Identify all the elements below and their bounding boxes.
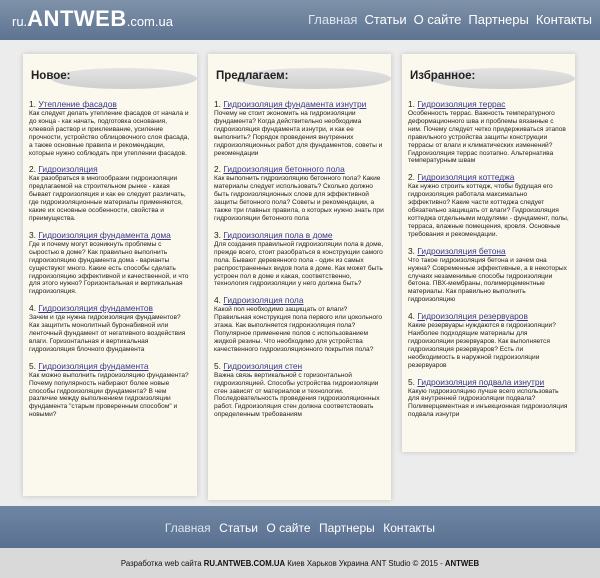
copyright-brand: ANTWEB [444,559,480,568]
article-item [29,303,191,354]
article-number: 5. [214,360,221,371]
article-number: 1. [29,99,36,109]
article-text: Для создания правильной гидроизоляции пола в доме, прежде всего, стоит разобраться в конструкции самого пола. Бывают деревянного пола - один из самых распространенных видов пола в доме. Как может быть устроен пол в доме и какая, соответственно, технология гидроизоляции у него должна быть? [214,240,384,288]
article-link[interactable]: Гидроизоляция коттеджа [417,172,515,183]
article-item [408,311,569,369]
article-link[interactable]: Гидроизоляция пола [223,295,304,306]
article-item [29,164,191,222]
article-item [214,230,385,288]
article-link[interactable]: Гидроизоляция фундамента дома [38,229,171,240]
article-number: 3. [29,229,36,240]
article-text: Почему не стоит экономить на гидроизоляции фундамента? Когда действительно необходима гидроизоляция фундамента изнутри, и как ее выполнить? Порядок проведения внутренних гидроизоляционных работ для фундаментов, советы и рекомендации [214,110,383,157]
article-link[interactable]: Утепление фасадов [38,99,117,109]
article-item [408,172,569,238]
top-nav-partners[interactable]: Партнеры [468,12,529,27]
footer-nav-articles[interactable]: Статьи [219,521,258,535]
column-header [214,66,385,91]
article-item [29,361,191,419]
article-link[interactable]: Гидроизоляция фундамента изнутри [223,99,367,109]
article-link[interactable]: Гидроизоляция пола в доме [223,229,333,240]
article-item [29,230,191,296]
site-header [0,0,600,40]
article-number: 5. [408,376,415,387]
article-text: Что такое гидроизоляция бетона и зачем она нужна? Современные эффективные, а в некоторых случаях незаменимые способы гидроизоляции бетона. ПВХ-мембраны, полимерцементные материалы. Как правильно выполнить гидроизоляцию [408,256,567,304]
article-number: 4. [408,311,415,322]
top-nav-contacts[interactable]: Контакты [535,12,592,27]
article-text: Как следует делать утепление фасадов от начала и до конца - как начать, подготовка основания, клеевой раствор и приклеивание, усиление прочности, устройство облицовочного слоя фасада, а также основные правила и рекомендации, которые нужно соблюдать при утеплении фасадов. [29,110,190,157]
column-favorites [402,54,575,452]
footer-nav [0,506,600,548]
article-number: 2. [29,164,36,175]
article-number: 5. [29,360,36,371]
article-link[interactable]: Гидроизоляция бетона [417,245,506,256]
article-number: 4. [29,303,36,314]
article-link[interactable]: Гидроизоляция подвала изнутри [417,376,545,387]
footer-nav-contacts[interactable]: Контакты [383,521,436,535]
article-text: Как нужно строить коттедж, чтобы будущая его гидроизоляция работала максимально эффективно? Какие части коттеджа следует обязательно защищать от влаги? Гидроизоляция коттеджа отдельными модулями - фундамент, полы, терраса, влажные помещения, кровля. Основные требования и рекомендации. [408,183,569,238]
article-item [214,164,385,222]
column-offer [208,54,391,500]
top-nav-articles[interactable]: Статьи [364,12,407,27]
footer-nav-about[interactable]: О сайте [266,521,311,535]
article-item [408,377,569,420]
logo-suffix: .com.ua [126,14,173,29]
article-item [214,99,385,157]
article-number: 3. [408,245,415,256]
logo-main: ANTWEB [27,6,127,31]
article-link[interactable]: Гидроизоляция фундамента [38,360,149,371]
article-link[interactable]: Гидроизоляция резервуаров [417,311,528,322]
article-text: Зачем и где нужна гидроизоляция фундаментов? Как защитить монолитный буронабивной или ленточный фундамент от негативного воздействия влаги. Горизонтальная и вертикальная гидроизоляция блочного фундамента [29,314,186,353]
article-item [408,246,569,304]
article-number: 4. [214,295,221,306]
article-number: 2. [214,164,221,175]
article-text: Где и почему могут возникнуть проблемы с сыростью в доме? Как правильно выполнить гидроизоляцию фундамента дома - варианты существуют много. Какие есть способы сделать гидроизоляцию эффективной и качественной, и что для этого нужно? Горизонтальная и вертикальная гидроизоляция. [29,240,189,296]
article-link[interactable]: Гидроизоляция бетонного пола [223,164,345,175]
footer-nav-partners[interactable]: Партнеры [318,521,375,535]
article-number: 1. [408,99,415,109]
column-new [23,54,197,496]
copyright-prefix: Разработка web сайта [120,559,204,568]
article-item [408,99,569,165]
article-text: Как можно выполнить гидроизоляцию фундамента? Почему популярность набирают более новые способы гидроизоляции фундамента? В чем различие между выполнением гидроизоляции фундамента "старым проверенным способом" и новыми? [29,371,189,419]
main-content [0,40,600,506]
column-header [29,66,191,91]
article-item [214,361,385,419]
article-number: 2. [408,172,415,183]
copyright-bar [0,548,600,578]
article-text: Какую гидроизоляцию лучше всего использовать для внутренней гидроизоляции подвала? Полимерцементная и инъекционная гидроизоляция подвала изнутри [408,387,568,419]
article-text: Как разобраться в многообразии гидроизоляции предлагаемой на строительном рынке - какая бывает гидроизоляция и как ее следует различать, где гидроизоляционные материалы применяются, какие их основные особенности, свойства и преимущества. [29,175,186,222]
article-item [29,99,191,157]
article-text: Какой пол необходимо защищать от влаги? Правильная конструкция пола первого или цокольного этажа. Как выполняется гидроизоляция пола? Популярное применение полов с использованием жидкой резины. Что необходимо для устройства качественного гидроизоляционного покрытия пола? [214,306,383,353]
copyright-middle: Киев Харьков Украина ANT Studio © 2015 - [285,559,445,568]
article-text: Важна связь вертикальной с горизонтальной гидроизоляцией. Способы устройства гидроизоляции стен зависят от материалов и технологии. Последовательность проведения гидроизоляционных работ. Гидроизоляция стен должна соответствовать определенным требованиям [214,371,380,419]
column-title: Новое: [31,70,71,82]
site-logo[interactable] [12,6,173,32]
copyright-site[interactable]: RU.ANTWEB.COM.UA [203,559,286,568]
header-oval [51,68,197,89]
article-number: 3. [214,229,221,240]
column-title: Избранное: [410,70,476,82]
article-number: 1. [214,99,221,109]
article-text: Особенность террас. Важность температурного деформационного шва и проблемы вязанные с ним. Почему следует четко придерживаться этапов правильного устройства защиты конструкции террасы от влаги и климатических изменений? Гидроизоляция террас поэтапно. Альтернатива температурным швам [408,110,566,165]
top-nav-home[interactable]: Главная [307,12,358,27]
column-header [408,66,569,91]
article-item [214,295,385,353]
article-text: Какие резервуары нуждаются в гидроизоляции? Наиболее подходящие материалы для гидроизоляции резервуаров. Как выполняется гидроизоляция резервуаров? Есть ли необходимость в наружной гидроизоляции резервуаров [408,322,556,369]
article-link[interactable]: Гидроизоляция фундаментов [38,303,153,314]
top-nav [308,12,592,27]
article-link[interactable]: Гидроизоляция стен [223,360,303,371]
article-link[interactable]: Гидроизоляция [38,164,98,175]
article-text: Как выполнить гидроизоляцию бетонного пола? Какие материалы следует использовать? Сколько должно быть гидроизоляционных слоев для эффективной защиты бетонного пола? Советы и рекомендации, а также три главных правила, о которых нужно знать при гидроизоляции бетонного пола [214,175,384,222]
footer-nav-home[interactable]: Главная [164,521,211,535]
logo-prefix: ru. [12,14,28,29]
column-title: Предлагаем: [216,70,289,82]
top-nav-about[interactable]: О сайте [413,12,462,27]
article-link[interactable]: Гидроизоляция террас [417,99,506,109]
